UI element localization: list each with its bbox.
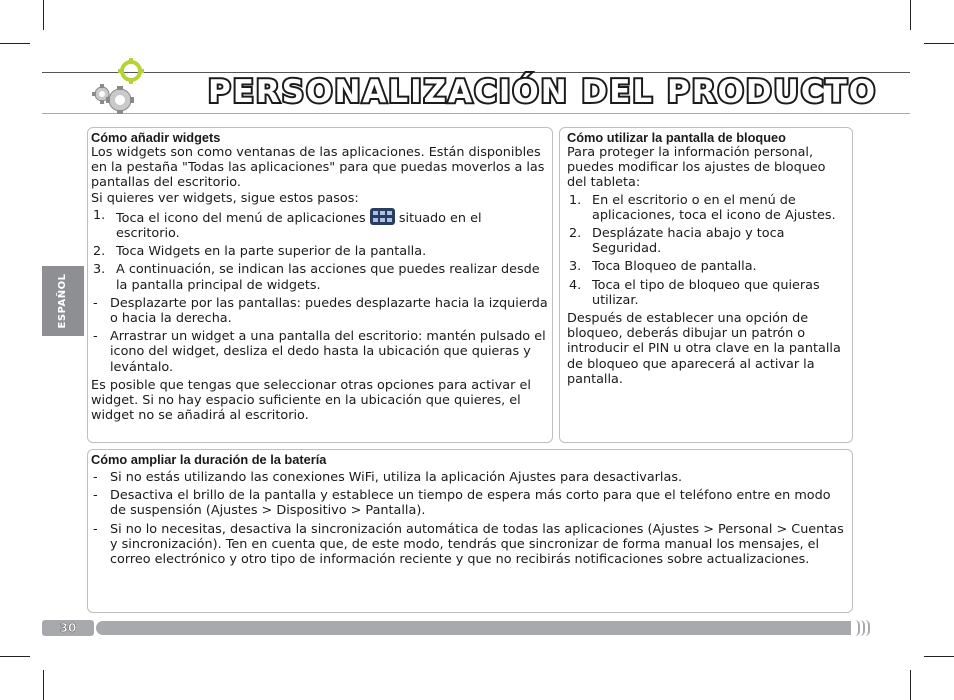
crop-mark [43,670,44,700]
lock-steps [567,193,848,308]
footer-bar [96,621,851,635]
lock-heading: Cómo utilizar la pantalla de bloqueo [567,130,786,145]
list-item: 4. Toca el tipo de bloqueo que quieras utilizar. [569,277,820,308]
widgets-intro2: Si quieres ver widgets, sigue estos pasos: [91,190,359,206]
battery-section [87,449,853,613]
language-tab-label: ESPAÑOL [57,273,68,329]
crop-mark [910,670,911,700]
list-item: 1. En el escritorio o en el menú de aplicaciones, toca el icono de Ajustes. [569,192,836,223]
crop-mark [924,656,954,657]
crop-mark [924,43,954,44]
list-item: - Desplazarte por las pantallas: puedes desplazarte hacia la izquierda o hacia la derecha. [93,295,548,327]
crop-mark [910,0,911,30]
list-item: 3. Toca Bloqueo de pantalla. [569,259,757,275]
lock-outro: Después de establecer una opción de bloqueo, deberás dibujar un patrón o introducir el PIN u otra clave en la pantalla de bloqueo que aparecerá al activar la pantalla. [567,311,841,387]
gears-icon [86,58,148,118]
crop-mark [43,0,44,30]
language-tab [42,266,84,336]
header-rule-top [42,72,910,73]
battery-bullets [91,470,848,567]
list-item: 3. A continuación, se indican las acciones que puedes realizar desde la pantalla principal de widgets. [93,262,540,293]
widgets-heading: Cómo añadir widgets [91,130,221,145]
widgets-steps [91,208,548,293]
crop-mark [0,43,30,44]
page-title: PERSONALIZACIÓN DEL PRODUCTO [208,74,878,110]
list-item: 2. Toca Widgets en la parte superior de la pantalla. [93,244,427,260]
list-item: - Desactiva el brillo de la pantalla y establece un tiempo de espera más corto para que el teléfono entre en modo de suspensión (Ajustes > Dispositivo > Pantalla). [93,488,831,519]
widgets-bullets [91,296,548,375]
widgets-intro: Los widgets son como ventanas de las aplicaciones. Están disponibles en la pestaña "Todas las aplicaciones" para que puedas moverlos a las pantallas del escritorio. [91,145,545,191]
apps-menu-icon [370,208,395,225]
lock-intro: Para proteger la información personal, puedes modificar los ajustes de bloqueo del tableta: [567,145,826,191]
chevron-right-icon [865,620,870,636]
widgets-section [87,127,553,443]
battery-heading: Cómo ampliar la duración de la batería [91,452,327,467]
list-item: 1. Toca el icono del menú de aplicaciones situado en el escritorio. [93,207,482,242]
crop-mark [0,656,30,657]
lock-screen-section [559,127,853,443]
list-item: 2. Desplázate hacia abajo y toca Seguridad. [569,226,785,257]
page-number: 30 [42,620,94,636]
list-item: - Si no lo necesitas, desactiva la sincronización automática de todas las aplicaciones (Ajustes > Personal > Cuentas y sincronización). Ten en cuenta que, de este modo, tendrás que sincronizar de forma manual los mensajes, el correo electrónico y otro tipo de información reciente y que no recibirás notificaciones sobre actualizaciones. [93,521,844,568]
list-item: - Arrastrar un widget a una pantalla del escritorio: mantén pulsado el icono del widget, desliza el dedo hasta la ubicación que quieras y levántalo. [93,329,546,375]
widgets-outro: Es posible que tengas que seleccionar otras opciones para activar el widget. Si no hay espacio suficiente en la ubicación que quieres, el widget no se añadirá al escritorio. [91,377,531,424]
list-item: - Si no estás utilizando las conexiones WiFi, utiliza la aplicación Ajustes para desactivarlas. [93,470,683,485]
header-rule-bottom [42,113,910,114]
